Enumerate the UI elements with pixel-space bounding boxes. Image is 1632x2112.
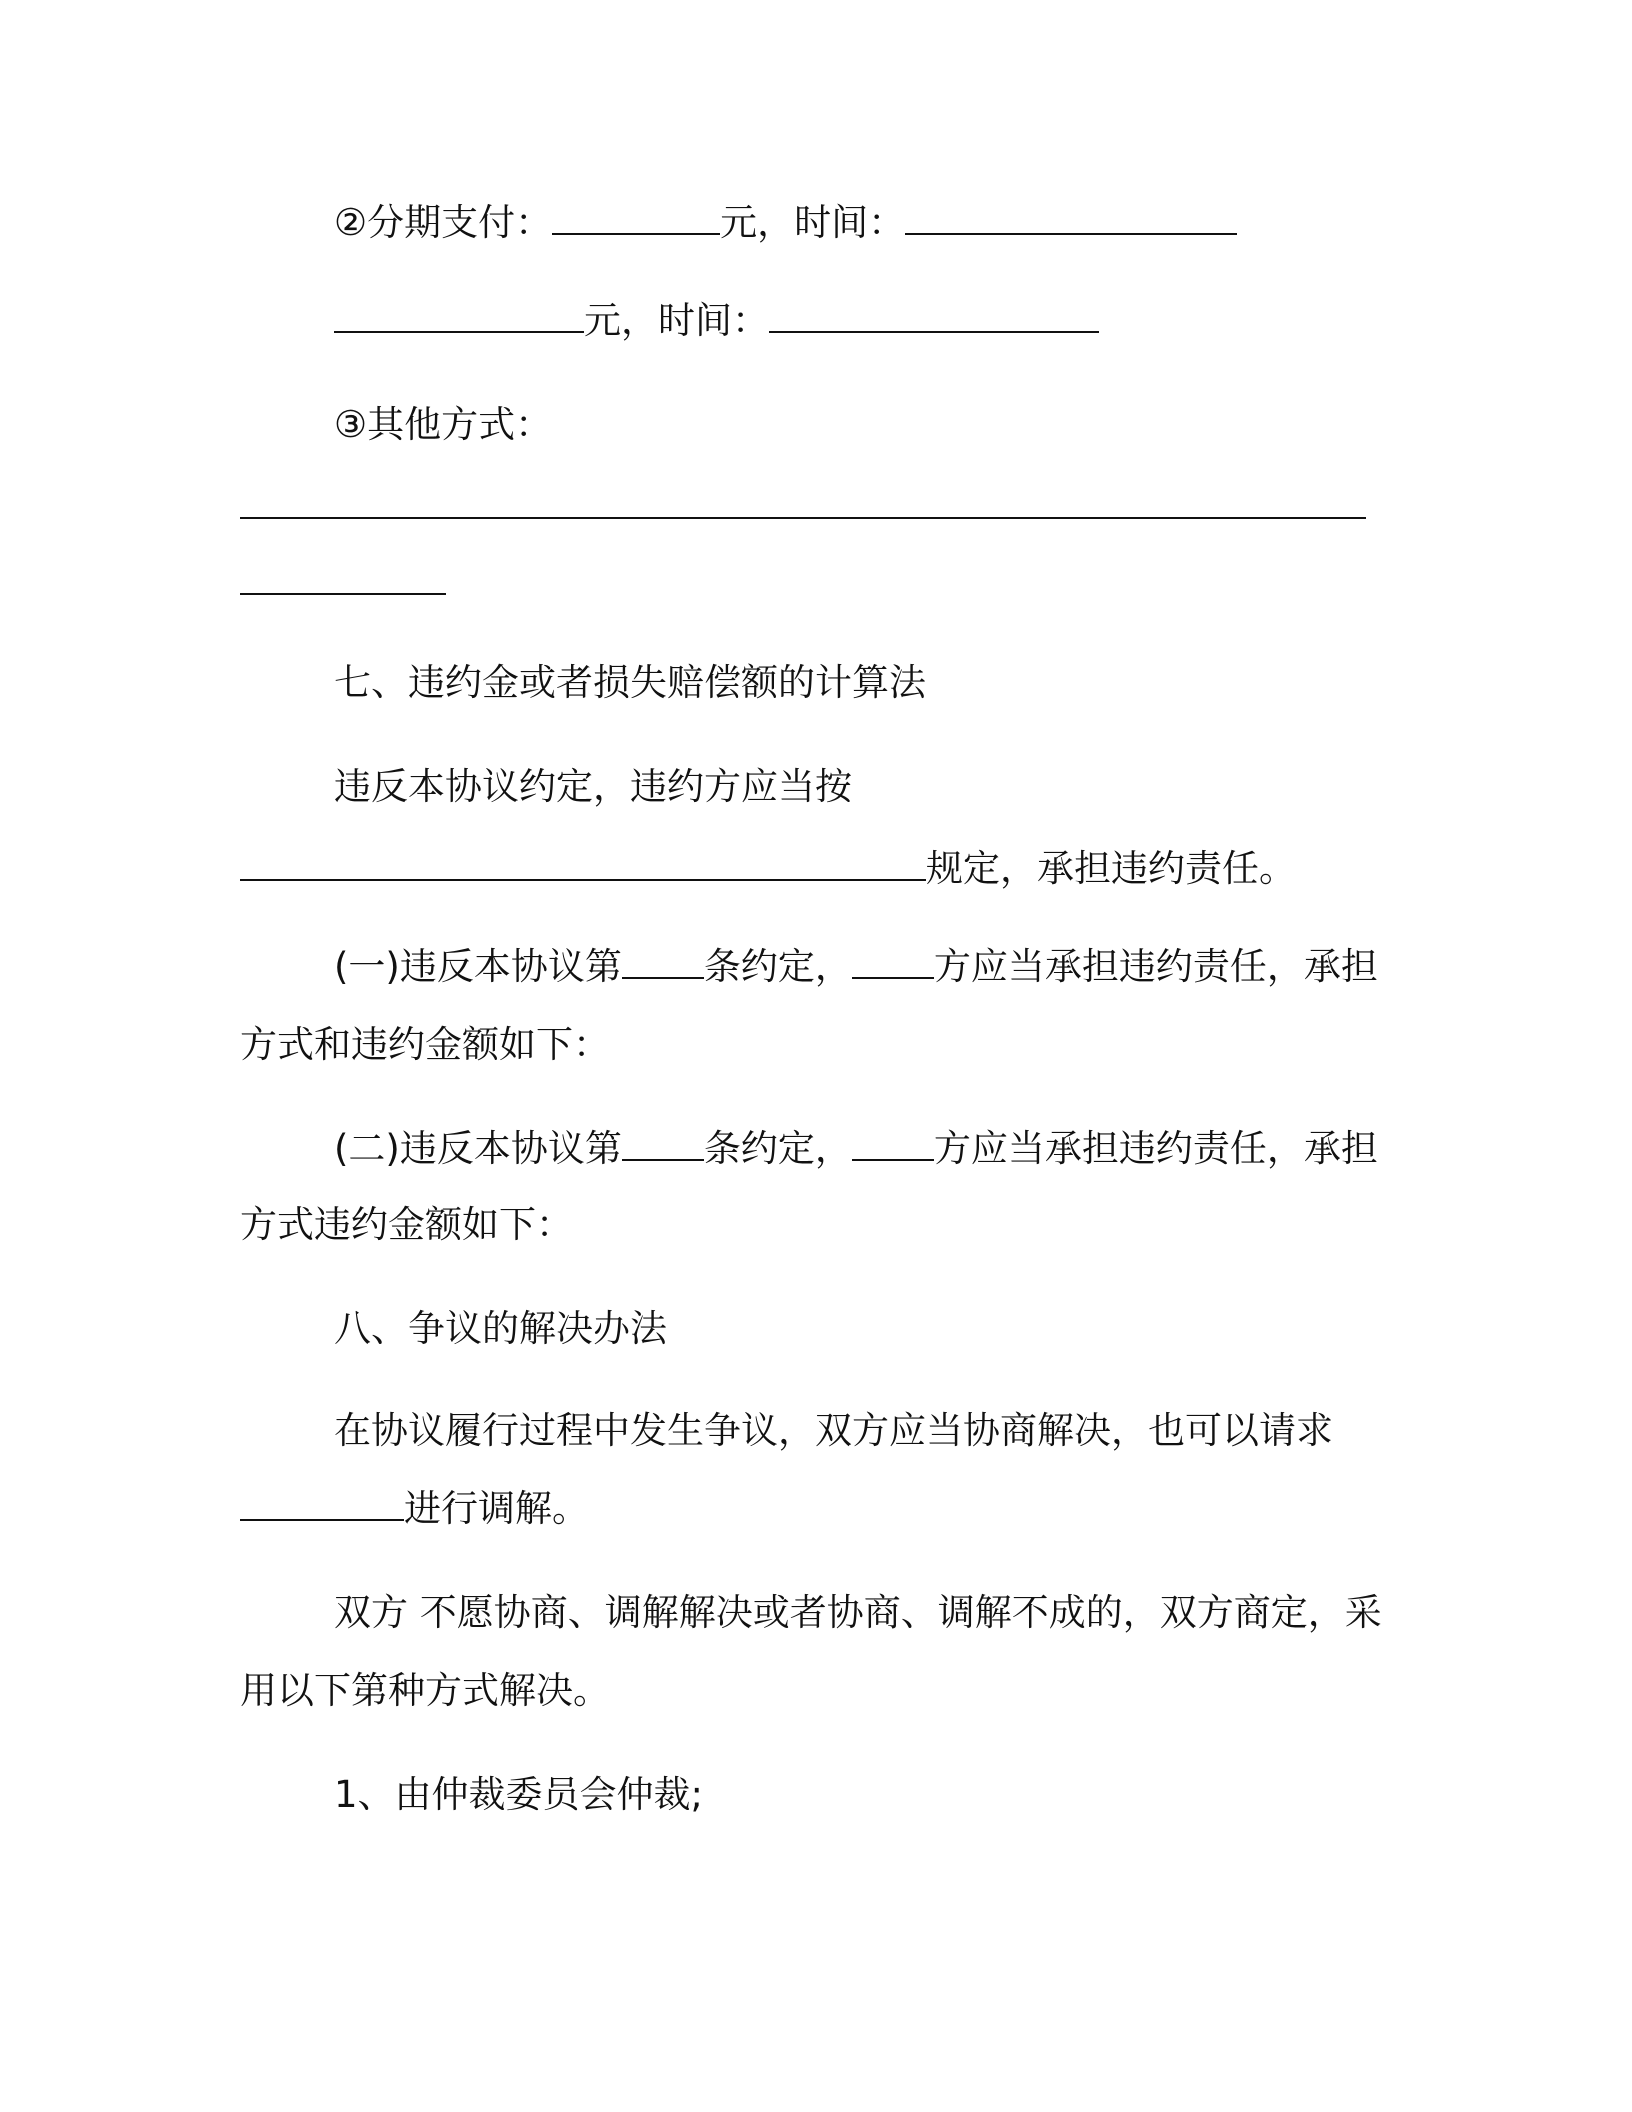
installment-label: ②分期支付：: [334, 201, 553, 244]
mediation-line: 进行调解。: [240, 1484, 589, 1534]
party-blank: [852, 947, 934, 979]
clause-number-blank: [622, 1129, 704, 1161]
clause-2-line: (二)违反本协议第 条约定， 方应当承担违约责任，承担: [334, 1127, 1378, 1170]
resolution-continuation: 用以下第种方式解决。: [240, 1669, 610, 1712]
party-blank: [852, 1129, 934, 1161]
arbitration-option: 1、由仲裁委员会仲裁;: [334, 1773, 704, 1816]
yuan-time-label: 元，时间：: [584, 299, 769, 342]
mediator-blank: [240, 1489, 404, 1521]
installment-payment-line: [334, 198, 1237, 248]
section-8-heading: 八、争议的解决办法: [334, 1307, 667, 1350]
other-method-blank-line: [240, 482, 1366, 532]
amount-blank: [334, 301, 584, 333]
dispute-intro-line: 在协议履行过程中发生争议，双方应当协商解决，也可以请求: [334, 1409, 1333, 1452]
other-method-blank-line-2: [240, 558, 446, 608]
other-method-line: ③其他方式：: [334, 403, 553, 446]
clause-1-continuation: 方式和违约金额如下：: [240, 1023, 610, 1066]
clause-number-blank: [622, 947, 704, 979]
installment-payment-line-2: [334, 296, 1099, 346]
long-blank: [240, 487, 1366, 519]
yuan-time-label: 元，时间：: [720, 201, 906, 244]
rule-blank: [240, 849, 926, 881]
clause-1-line: (一)违反本协议第 条约定， 方应当承担违约责任，承担: [334, 945, 1378, 988]
breach-rule-line: 规定，承担违约责任。: [240, 844, 1296, 894]
breach-intro-line: 违反本协议约定，违约方应当按: [334, 765, 852, 808]
clause-2-continuation: 方式违约金额如下：: [240, 1203, 573, 1246]
time-blank: [769, 301, 1099, 333]
amount-blank: [552, 203, 720, 235]
resolution-line: 双方 不愿协商、调解解决或者协商、调解不成的，双方商定，采: [334, 1591, 1382, 1634]
short-blank: [240, 563, 446, 595]
time-blank: [905, 203, 1237, 235]
section-7-heading: 七、违约金或者损失赔偿额的计算法: [334, 661, 926, 704]
